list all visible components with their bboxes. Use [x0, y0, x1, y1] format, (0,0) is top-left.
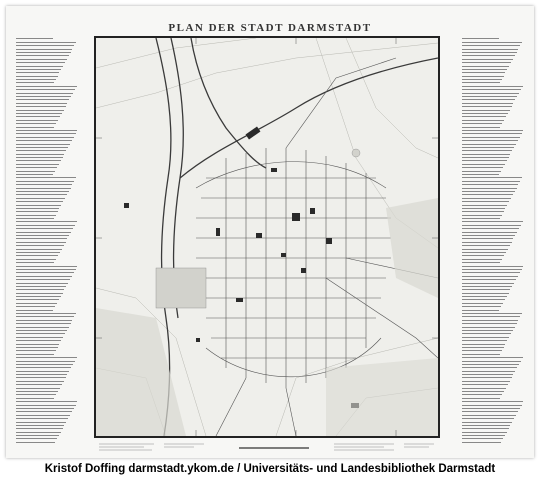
legend-line	[462, 167, 503, 168]
legend-line	[462, 252, 506, 253]
legend-line	[16, 344, 59, 345]
legend-line	[16, 347, 58, 348]
legend-line	[16, 228, 73, 229]
legend-line	[16, 82, 54, 83]
legend-line	[16, 357, 77, 358]
legend-line	[462, 398, 500, 399]
legend-line	[16, 242, 66, 243]
legend-line	[462, 113, 508, 114]
legend-line	[16, 299, 59, 300]
legend-line	[16, 150, 66, 151]
legend-line	[16, 174, 53, 175]
legend-line	[16, 432, 61, 433]
legend-line	[462, 255, 504, 256]
legend-line	[462, 79, 502, 80]
legend-line	[16, 418, 68, 419]
legend-line	[462, 42, 522, 43]
legend-line	[16, 198, 65, 199]
forest-areas	[96, 198, 438, 436]
legend-line	[16, 147, 68, 148]
legend-line	[462, 52, 517, 53]
legend-line	[16, 428, 63, 429]
legend-line	[462, 374, 513, 375]
legend-line	[462, 259, 502, 260]
legend-line	[16, 364, 73, 365]
legend-line	[462, 127, 500, 128]
legend-line	[16, 177, 76, 178]
legend-line	[462, 160, 507, 161]
legend-line	[16, 266, 77, 267]
legend-line	[462, 276, 518, 277]
legend-line	[16, 381, 64, 382]
legend-line	[462, 361, 521, 362]
legend-line	[16, 137, 74, 138]
legend-line	[462, 93, 519, 94]
legend-line	[16, 215, 56, 216]
legend-line	[16, 110, 64, 111]
legend-line	[462, 49, 518, 50]
map-drawing	[96, 38, 438, 436]
legend-line	[462, 340, 507, 341]
legend-line	[462, 211, 504, 212]
legend-line	[462, 303, 503, 304]
legend-line	[16, 218, 54, 219]
legend-line	[16, 79, 56, 80]
legend-line	[16, 99, 69, 100]
legend-line	[462, 235, 515, 236]
legend-line	[462, 388, 506, 389]
legend-line	[462, 442, 501, 443]
legend-line	[16, 361, 75, 362]
legend-line	[16, 42, 76, 43]
legend-line	[16, 330, 67, 331]
legend-line	[462, 130, 523, 131]
legend-line	[16, 181, 74, 182]
legend-line	[462, 157, 509, 158]
legend-line	[16, 160, 61, 161]
legend-line	[462, 62, 511, 63]
legend-line	[462, 371, 515, 372]
legend-line	[462, 140, 518, 141]
legend-line	[462, 418, 514, 419]
legend-line	[462, 320, 518, 321]
legend-line	[462, 147, 514, 148]
legend-line	[462, 225, 521, 226]
map-title: PLAN DER STADT DARMSTADT	[168, 22, 372, 34]
legend-line	[462, 415, 516, 416]
legend-line	[16, 310, 53, 311]
scale-bar	[94, 440, 440, 456]
legend-line	[462, 201, 509, 202]
legend-line	[462, 228, 519, 229]
legend-line	[16, 72, 59, 73]
legend-line	[16, 113, 62, 114]
legend-line	[462, 269, 522, 270]
legend-line	[16, 38, 53, 39]
legend-line	[462, 323, 517, 324]
legend-line	[16, 86, 77, 87]
legend-line	[16, 238, 67, 239]
legend-line	[462, 405, 522, 406]
legend-line	[16, 55, 69, 56]
legend-line	[462, 279, 516, 280]
legend-lines-left	[16, 38, 78, 442]
legend-line	[16, 123, 56, 124]
legend-line	[462, 116, 506, 117]
legend-line	[16, 337, 63, 338]
legend-line	[462, 350, 502, 351]
legend-line	[462, 411, 518, 412]
legend-line	[16, 405, 76, 406]
legend-line	[462, 123, 502, 124]
legend-line	[16, 384, 62, 385]
legend-line	[16, 225, 75, 226]
legend-line	[462, 428, 509, 429]
legend-line	[16, 327, 69, 328]
legend-line	[16, 425, 64, 426]
legend-line	[462, 171, 501, 172]
legend-line	[16, 377, 66, 378]
legend-line	[16, 194, 67, 195]
legend-line	[462, 82, 500, 83]
legend-line	[462, 55, 515, 56]
legend-line	[462, 313, 522, 314]
credit-line: Kristof Doffing darmstadt.ykom.de / Universitäts- und Landesbibliothek Darmstadt	[44, 463, 496, 475]
legend-line	[462, 293, 509, 294]
legend-line	[16, 313, 76, 314]
legend-line	[16, 262, 54, 263]
legend-line	[462, 327, 515, 328]
legend-line	[462, 137, 520, 138]
legend-line	[462, 150, 512, 151]
legend-line	[462, 154, 510, 155]
legend-line	[462, 198, 511, 199]
legend-line	[462, 310, 499, 311]
legend-line	[462, 205, 507, 206]
legend-line	[16, 76, 58, 77]
legend-line	[16, 59, 67, 60]
legend-line	[16, 154, 64, 155]
legend-line	[462, 72, 505, 73]
legend-line	[16, 66, 63, 67]
legend-line	[462, 354, 500, 355]
legend-line	[16, 205, 61, 206]
legend-line	[16, 96, 71, 97]
legend-line	[462, 408, 520, 409]
legend-line	[462, 381, 510, 382]
legend-line	[462, 347, 504, 348]
legend-line	[462, 435, 505, 436]
legend-line	[462, 238, 513, 239]
legend-line	[462, 218, 500, 219]
legend-line	[16, 93, 73, 94]
legend-line	[16, 133, 76, 134]
legend-line	[462, 76, 504, 77]
legend-line	[16, 232, 71, 233]
legend-line	[16, 323, 71, 324]
legend-line	[16, 394, 56, 395]
map-sheet	[6, 6, 534, 458]
legend-line	[462, 357, 523, 358]
legend-line	[462, 377, 512, 378]
legend-line	[462, 316, 520, 317]
legend-line	[16, 208, 59, 209]
legend-line	[16, 408, 74, 409]
legend-line	[16, 45, 74, 46]
legend-line	[16, 316, 74, 317]
legend-line	[16, 283, 68, 284]
legend-line	[16, 164, 59, 165]
city-map[interactable]	[94, 36, 440, 438]
legend-line	[16, 371, 69, 372]
legend-line	[16, 354, 54, 355]
legend-line	[462, 120, 504, 121]
legend-line	[462, 422, 512, 423]
legend-line	[16, 279, 70, 280]
legend-line	[462, 394, 502, 395]
legend-line	[462, 110, 510, 111]
legend-line	[462, 364, 519, 365]
legend-line	[462, 242, 512, 243]
legend-line	[16, 303, 57, 304]
legend-line	[462, 184, 518, 185]
legend-line	[462, 96, 517, 97]
legend-line	[462, 191, 515, 192]
legend-line	[462, 438, 503, 439]
legend-line	[16, 89, 75, 90]
legend-line	[16, 272, 74, 273]
legend-line	[16, 191, 69, 192]
legend-line	[462, 99, 515, 100]
legend-line	[16, 296, 61, 297]
legend-line	[462, 337, 509, 338]
legend-line	[16, 422, 66, 423]
legend-line	[16, 103, 67, 104]
legend-line	[16, 188, 71, 189]
legend-line	[16, 438, 57, 439]
legend-line	[16, 235, 69, 236]
legend-line	[462, 401, 523, 402]
legend-line	[16, 245, 64, 246]
legend-line	[462, 106, 512, 107]
legend-line	[462, 330, 513, 331]
legend-line	[16, 398, 54, 399]
legend-line	[16, 401, 77, 402]
map-footer-notes	[94, 440, 440, 456]
legend-line	[462, 103, 513, 104]
street-index-left	[16, 36, 78, 438]
legend-line	[462, 174, 499, 175]
legend-line	[16, 350, 56, 351]
street-index-right	[462, 36, 524, 438]
legend-line	[16, 289, 64, 290]
legend-line	[16, 306, 55, 307]
legend-line	[462, 272, 520, 273]
legend-line	[462, 344, 505, 345]
legend-line	[462, 384, 508, 385]
legend-line	[462, 181, 520, 182]
legend-line	[462, 425, 510, 426]
legend-line	[16, 415, 70, 416]
legend-line	[16, 374, 67, 375]
legend-line	[16, 411, 72, 412]
legend-line	[462, 38, 499, 39]
legend-line	[462, 306, 501, 307]
legend-line	[462, 59, 513, 60]
legend-line	[16, 269, 76, 270]
legend-line	[462, 208, 505, 209]
legend-line	[16, 211, 58, 212]
legend-line	[462, 177, 522, 178]
legend-lines-right	[462, 38, 524, 442]
legend-line	[462, 89, 521, 90]
legend-line	[16, 69, 61, 70]
legend-line	[16, 201, 63, 202]
legend-line	[462, 391, 504, 392]
legend-line	[462, 289, 510, 290]
legend-line	[16, 255, 58, 256]
legend-line	[462, 194, 513, 195]
legend-line	[16, 367, 71, 368]
legend-line	[462, 66, 509, 67]
legend-line	[462, 299, 505, 300]
legend-line	[16, 388, 60, 389]
legend-line	[462, 262, 500, 263]
legend-line	[16, 340, 61, 341]
legend-line	[462, 249, 508, 250]
legend-line	[16, 391, 58, 392]
legend-line	[16, 106, 66, 107]
legend-line	[16, 184, 72, 185]
legend-line	[462, 245, 510, 246]
legend-line	[16, 286, 66, 287]
legend-line	[16, 120, 58, 121]
legend-line	[16, 157, 63, 158]
legend-line	[462, 69, 507, 70]
legend-line	[462, 367, 517, 368]
legend-line	[462, 266, 523, 267]
legend-line	[16, 293, 63, 294]
legend-line	[16, 435, 59, 436]
legend-line	[462, 232, 517, 233]
legend-line	[462, 144, 516, 145]
legend-line	[462, 188, 517, 189]
legend-line	[462, 45, 520, 46]
legend-line	[16, 221, 77, 222]
legend-line	[16, 144, 70, 145]
legend-line	[462, 296, 507, 297]
legend-line	[16, 140, 72, 141]
legend-line	[462, 283, 514, 284]
legend-line	[16, 127, 54, 128]
legend-line	[462, 164, 505, 165]
legend-line	[462, 286, 512, 287]
legend-line	[16, 320, 72, 321]
legend-line	[16, 130, 77, 131]
legend-line	[462, 86, 523, 87]
legend-line	[16, 49, 72, 50]
legend-line	[462, 133, 522, 134]
legend-line	[16, 62, 65, 63]
legend-line	[16, 276, 72, 277]
legend-line	[16, 259, 56, 260]
legend-line	[16, 333, 65, 334]
legend-line	[16, 252, 60, 253]
legend-line	[462, 432, 507, 433]
legend-line	[16, 442, 55, 443]
legend-line	[462, 221, 523, 222]
legend-line	[16, 116, 60, 117]
legend-line	[462, 215, 502, 216]
legend-line	[462, 333, 511, 334]
legend-line	[16, 249, 62, 250]
legend-line	[16, 52, 71, 53]
legend-line	[16, 171, 55, 172]
legend-line	[16, 167, 57, 168]
